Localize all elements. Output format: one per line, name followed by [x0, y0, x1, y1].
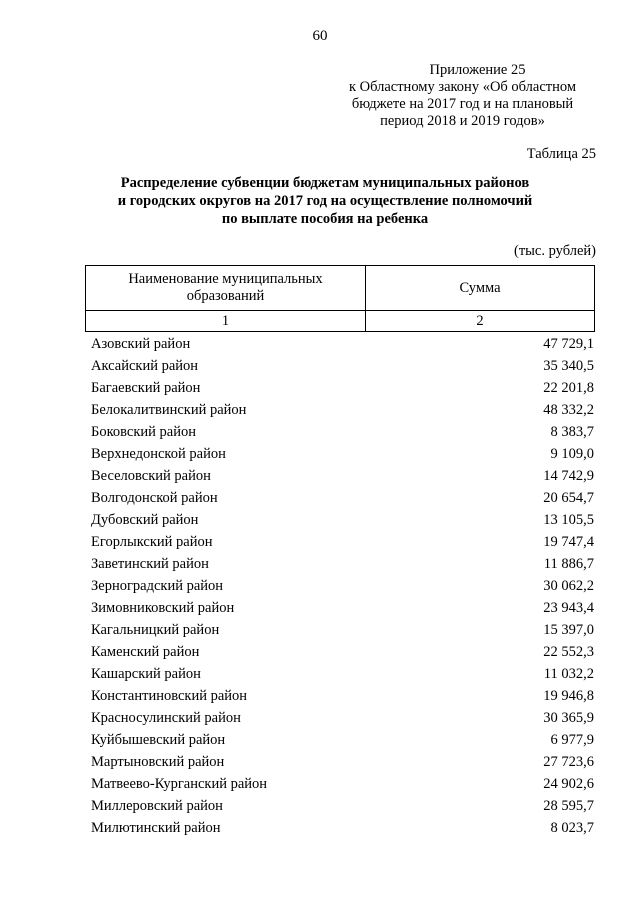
municipality-name: Кашарский район: [91, 666, 201, 682]
appendix-line: период 2018 и 2019 годов»: [380, 113, 545, 129]
table-row: [91, 751, 594, 773]
table-header: [85, 265, 595, 332]
amount-value: 24 902,6: [543, 776, 594, 792]
table-row: [91, 377, 594, 399]
table-row: [91, 795, 594, 817]
municipality-name: Белокалитвинский район: [91, 402, 247, 418]
municipality-name: Дубовский район: [91, 512, 199, 528]
amount-value: 8 383,7: [550, 424, 594, 440]
header-name-line: Наименование муниципальных: [128, 271, 323, 287]
amount-value: 6 977,9: [550, 732, 594, 748]
document-heading: [60, 174, 590, 228]
table-row: [91, 399, 594, 421]
municipality-name: Заветинский район: [91, 556, 209, 572]
amount-value: 27 723,6: [543, 754, 594, 770]
heading-line: по выплате пособия на ребенка: [221, 211, 429, 227]
table-row: [91, 355, 594, 377]
municipality-name: Константиновский район: [91, 688, 248, 704]
amount-value: 8 023,7: [550, 820, 594, 836]
municipality-name: Аксайский район: [91, 358, 199, 374]
municipality-name: Веселовский район: [91, 468, 211, 484]
table-row: [91, 333, 594, 355]
table-body: [91, 333, 594, 839]
amount-value: 30 062,2: [543, 578, 594, 594]
heading-line: Распределение субвенции бюджетам муниципальных районов: [120, 175, 530, 191]
amount-value: 13 105,5: [543, 512, 594, 528]
municipality-name: Каменский район: [91, 644, 200, 660]
table-row: [91, 707, 594, 729]
amount-value: 23 943,4: [543, 600, 594, 616]
amount-value: 28 595,7: [543, 798, 594, 814]
table-row: [91, 619, 594, 641]
amount-value: 9 109,0: [550, 446, 594, 462]
municipality-name: Егорлыкский район: [91, 534, 213, 550]
table-row: [91, 487, 594, 509]
table-row: [91, 509, 594, 531]
amount-value: 11 886,7: [543, 556, 594, 572]
municipality-name: Красносулинский район: [91, 710, 241, 726]
appendix-title: Приложение 25: [429, 62, 526, 78]
table-row: [91, 729, 594, 751]
amount-value: 11 032,2: [543, 666, 594, 682]
appendix-line: бюджете на 2017 год и на плановый: [351, 96, 574, 112]
municipality-name: Миллеровский район: [91, 798, 223, 814]
table-row: [91, 663, 594, 685]
amount-value: 20 654,7: [543, 490, 594, 506]
municipality-name: Багаевский район: [91, 380, 201, 396]
heading-line: и городских округов на 2017 год на осуществление полномочий: [117, 193, 533, 209]
municipality-name: Кагальницкий район: [91, 622, 220, 638]
table-row: [91, 465, 594, 487]
units-label: (тыс. рублей): [514, 243, 596, 259]
appendix-block: [330, 62, 595, 130]
municipality-name: Мартыновский район: [91, 754, 225, 770]
table-row: [91, 553, 594, 575]
amount-value: 22 552,3: [543, 644, 594, 660]
table-row: [91, 421, 594, 443]
amount-value: 19 946,8: [543, 688, 594, 704]
header-name-cell: [86, 266, 366, 311]
table-row: [91, 443, 594, 465]
table-row: [91, 817, 594, 839]
amount-value: 15 397,0: [543, 622, 594, 638]
municipality-name: Волгодонской район: [91, 490, 218, 506]
table-row: [91, 575, 594, 597]
amount-value: 22 201,8: [543, 380, 594, 396]
municipality-name: Зимовниковский район: [91, 600, 235, 616]
municipality-name: Верхнедонской район: [91, 446, 226, 462]
amount-value: 48 332,2: [543, 402, 594, 418]
municipality-name: Зерноградский район: [91, 578, 224, 594]
table-label: Таблица 25: [526, 146, 596, 162]
header-sum-cell: Сумма: [366, 266, 595, 311]
page-number: 60: [312, 28, 328, 44]
amount-value: 14 742,9: [543, 468, 594, 484]
table-row: [91, 641, 594, 663]
municipality-name: Боковский район: [91, 424, 196, 440]
amount-value: 35 340,5: [543, 358, 594, 374]
table-row: [91, 685, 594, 707]
table-row: [91, 773, 594, 795]
header-name-line: образований: [186, 288, 265, 304]
amount-value: 19 747,4: [543, 534, 594, 550]
column-number-1: 1: [86, 311, 366, 332]
appendix-line: к Областному закону «Об областном: [348, 79, 577, 95]
table-row: [91, 597, 594, 619]
column-number-2: 2: [366, 311, 595, 332]
amount-value: 47 729,1: [543, 336, 594, 352]
municipality-name: Куйбышевский район: [91, 732, 226, 748]
municipality-name: Матвеево-Курганский район: [91, 776, 268, 792]
amount-value: 30 365,9: [543, 710, 594, 726]
table-row: [91, 531, 594, 553]
municipality-name: Азовский район: [91, 336, 191, 352]
municipality-name: Милютинский район: [91, 820, 221, 836]
